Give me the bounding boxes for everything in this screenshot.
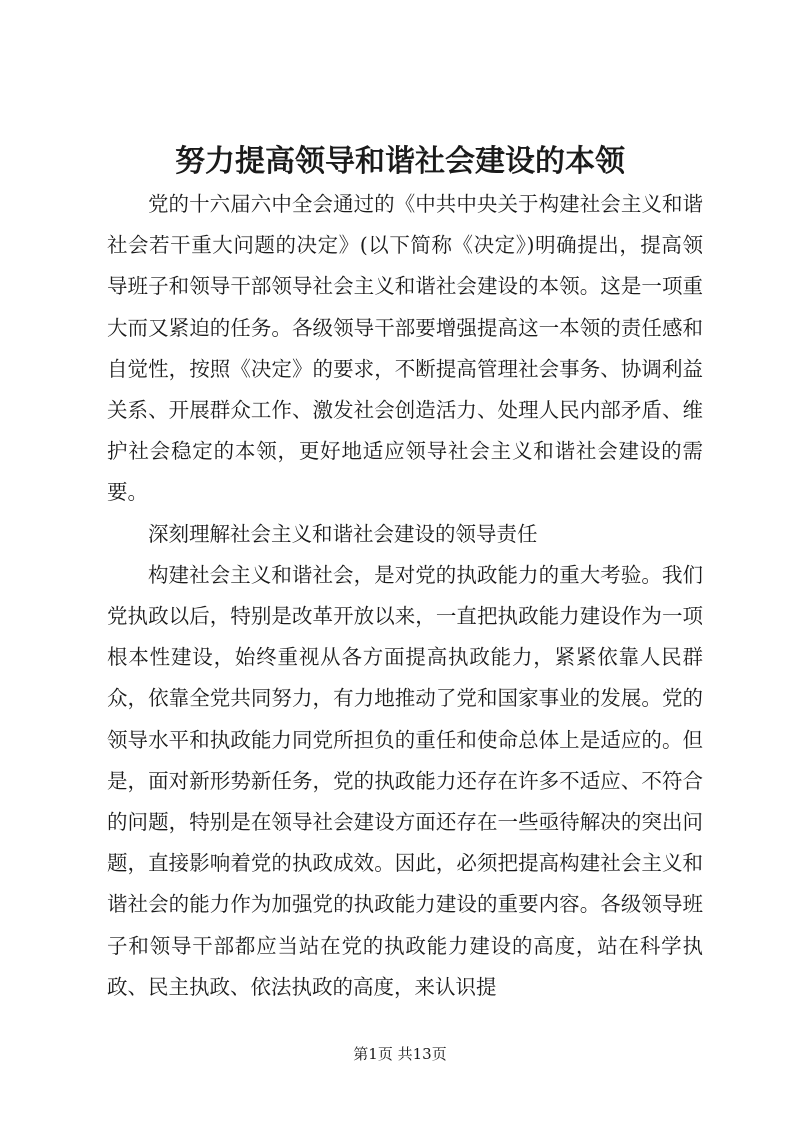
page-footer: 第1页 共13页 — [353, 1045, 447, 1063]
document-body — [107, 184, 703, 1008]
document-title: 努力提高领导和谐社会建设的本领 — [175, 144, 625, 179]
paragraph-intro: 党的十六届六中全会通过的《中共中央关于构建社会主义和谐社会若干重大问题的决定》(以下简称《决定》)明确提出，提高领导班子和领导干部领导社会主义和谐社会建设的本领。这是一项重大而又紧迫的任务。各级领导干部要增强提高这一本领的责任感和自觉性，按照《决定》的要求，不断提高管理社会事务、协调利益关系、开展群众工作、激发社会创造活力、处理人民内部矛盾、维护社会稳定的本领，更好地适应领导社会主义和谐社会建设的需要。 — [107, 192, 703, 505]
paragraph-body: 构建社会主义和谐社会，是对党的执政能力的重大考验。我们党执政以后，特别是改革开放以来，一直把执政能力建设作为一项根本性建设，始终重视从各方面提高执政能力，紧紧依靠人民群众，依靠全党共同努力，有力地推动了党和国家事业的发展。党的领导水平和执政能力同党所担负的重任和使命总体上是适应的。但是，面对新形势新任务，党的执政能力还存在许多不适应、不符合的问题，特别是在领导社会建设方面还存在一些亟待解决的突出问题，直接影响着党的执政成效。因此，必须把提高构建社会主义和谐社会的能力作为加强党的执政能力建设的重要内容。各级领导班子和领导干部都应当站在党的执政能力建设的高度，站在科学执政、民主执政、依法执政的高度，来认识提 — [107, 562, 703, 999]
section-heading: 深刻理解社会主义和谐社会建设的领导责任 — [148, 521, 538, 546]
